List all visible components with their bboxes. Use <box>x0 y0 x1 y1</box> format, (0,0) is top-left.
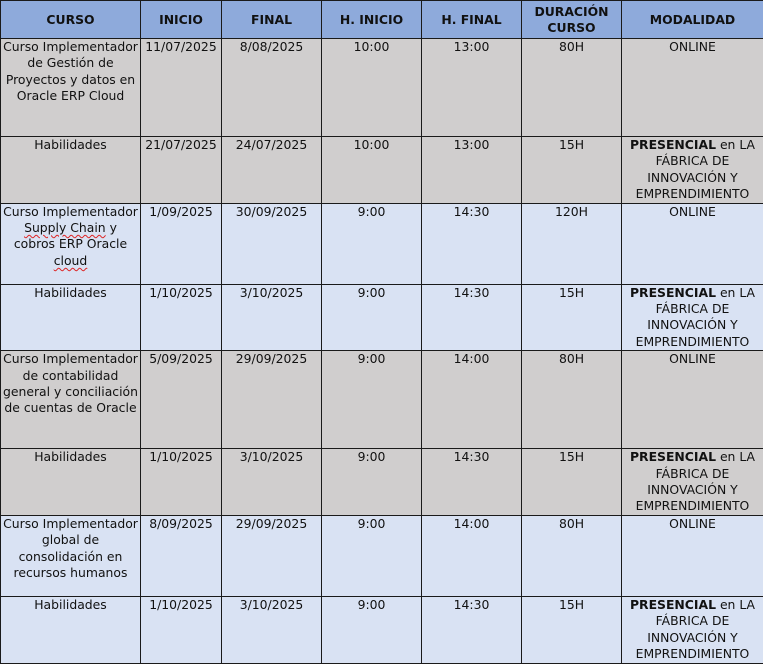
cell-curso <box>1 203 141 284</box>
modalidad-type: PRESENCIAL <box>629 449 716 465</box>
cell-inicio: 5/09/2025 <box>141 351 222 449</box>
header-modalidad: MODALIDAD <box>622 1 763 39</box>
modalidad-detail: en LA FÁBRICA DE INNOVACIÓN Y EMPRENDIMIENTO <box>635 137 756 202</box>
cell-h-inicio: 9:00 <box>322 351 422 449</box>
modalidad-type: ONLINE <box>669 515 716 531</box>
modalidad-type: ONLINE <box>669 39 716 54</box>
cell-inicio: 1/09/2025 <box>141 203 222 284</box>
cell-modalidad <box>622 137 763 204</box>
cell-curso: Curso Implementador de Gestión de Proyectos y datos en Oracle ERP Cloud <box>1 39 141 137</box>
cell-modalidad <box>622 515 763 596</box>
header-duracion-line1: DURACIÓN <box>534 4 609 19</box>
modalidad-detail: en LA FÁBRICA DE INNOVACIÓN Y EMPRENDIMIENTO <box>635 596 756 662</box>
cell-final: 3/10/2025 <box>222 449 322 516</box>
cell-inicio: 21/07/2025 <box>141 137 222 204</box>
table-row <box>1 515 763 596</box>
cell-curso: Habilidades <box>1 284 141 351</box>
cell-final: 3/10/2025 <box>222 284 322 351</box>
cell-h-final: 14:30 <box>422 284 522 351</box>
modalidad-detail: en LA FÁBRICA DE INNOVACIÓN Y EMPRENDIMIENTO <box>635 449 756 514</box>
cell-duracion: 15H <box>522 137 622 204</box>
modalidad-type: ONLINE <box>669 351 716 367</box>
cell-modalidad <box>622 449 763 516</box>
cell-duracion: 15H <box>522 284 622 351</box>
cell-h-final: 14:30 <box>422 203 522 284</box>
cell-final: 29/09/2025 <box>222 351 322 449</box>
header-row <box>1 1 763 39</box>
cell-inicio: 8/09/2025 <box>141 515 222 596</box>
cell-h-final: 14:00 <box>422 351 522 449</box>
cell-final: 24/07/2025 <box>222 137 322 204</box>
cell-final: 30/09/2025 <box>222 203 322 284</box>
cell-final: 3/10/2025 <box>222 596 322 663</box>
cell-duracion: 15H <box>522 449 622 516</box>
cell-modalidad <box>622 351 763 449</box>
table-row <box>1 203 763 284</box>
cell-final: 8/08/2025 <box>222 39 322 137</box>
curso-text-a: Curso Implementador <box>3 203 138 219</box>
cell-modalidad <box>622 284 763 351</box>
curso-text-spellcheck: cloud <box>53 252 88 268</box>
header-duracion-line2: CURSO <box>547 19 596 35</box>
cell-duracion: 15H <box>522 596 622 663</box>
cell-h-inicio: 9:00 <box>322 284 422 351</box>
header-duracion <box>522 1 622 39</box>
cell-h-inicio: 10:00 <box>322 39 422 137</box>
header-curso: CURSO <box>1 1 141 39</box>
cell-h-inicio: 10:00 <box>322 137 422 204</box>
cell-curso: Habilidades <box>1 596 141 663</box>
curso-text-spellcheck: Supply Chain <box>24 220 106 236</box>
cell-duracion: 80H <box>522 515 622 596</box>
cell-inicio: 1/10/2025 <box>141 284 222 351</box>
cell-h-final: 13:00 <box>422 137 522 204</box>
modalidad-type: PRESENCIAL <box>629 284 716 300</box>
header-inicio: INICIO <box>141 1 222 39</box>
cell-h-final: 14:30 <box>422 449 522 516</box>
cell-h-inicio: 9:00 <box>322 203 422 284</box>
table-row <box>1 39 763 137</box>
cell-h-final: 14:30 <box>422 596 522 663</box>
cell-curso: Curso Implementador de contabilidad general y conciliación de cuentas de Oracle <box>1 351 141 449</box>
table-row <box>1 351 763 449</box>
modalidad-type: ONLINE <box>669 203 716 219</box>
cell-duracion: 80H <box>522 351 622 449</box>
table-row <box>1 137 763 204</box>
cell-h-inicio: 9:00 <box>322 449 422 516</box>
cell-inicio: 1/10/2025 <box>141 596 222 663</box>
table-row <box>1 449 763 516</box>
cell-h-final: 14:00 <box>422 515 522 596</box>
cell-curso: Curso Implementador global de consolidación en recursos humanos <box>1 515 141 596</box>
table-row <box>1 596 763 663</box>
cell-modalidad <box>622 596 763 663</box>
header-h-final: H. FINAL <box>422 1 522 39</box>
cell-h-inicio: 9:00 <box>322 596 422 663</box>
curso-text-c: y cobros ERP Oracle <box>13 220 128 252</box>
cell-curso: Habilidades <box>1 449 141 516</box>
table-row <box>1 284 763 351</box>
cell-inicio: 11/07/2025 <box>141 39 222 137</box>
cell-final: 29/09/2025 <box>222 515 322 596</box>
header-h-inicio: H. INICIO <box>322 1 422 39</box>
modalidad-detail: en LA FÁBRICA DE INNOVACIÓN Y EMPRENDIMIENTO <box>635 284 756 349</box>
cell-h-final: 13:00 <box>422 39 522 137</box>
cell-modalidad <box>622 39 763 137</box>
cell-duracion: 80H <box>522 39 622 137</box>
cell-h-inicio: 9:00 <box>322 515 422 596</box>
cell-curso: Habilidades <box>1 137 141 204</box>
modalidad-type: PRESENCIAL <box>629 137 716 152</box>
modalidad-type: PRESENCIAL <box>629 596 716 612</box>
header-final: FINAL <box>222 1 322 39</box>
cell-modalidad <box>622 203 763 284</box>
cell-duracion: 120H <box>522 203 622 284</box>
cell-inicio: 1/10/2025 <box>141 449 222 516</box>
